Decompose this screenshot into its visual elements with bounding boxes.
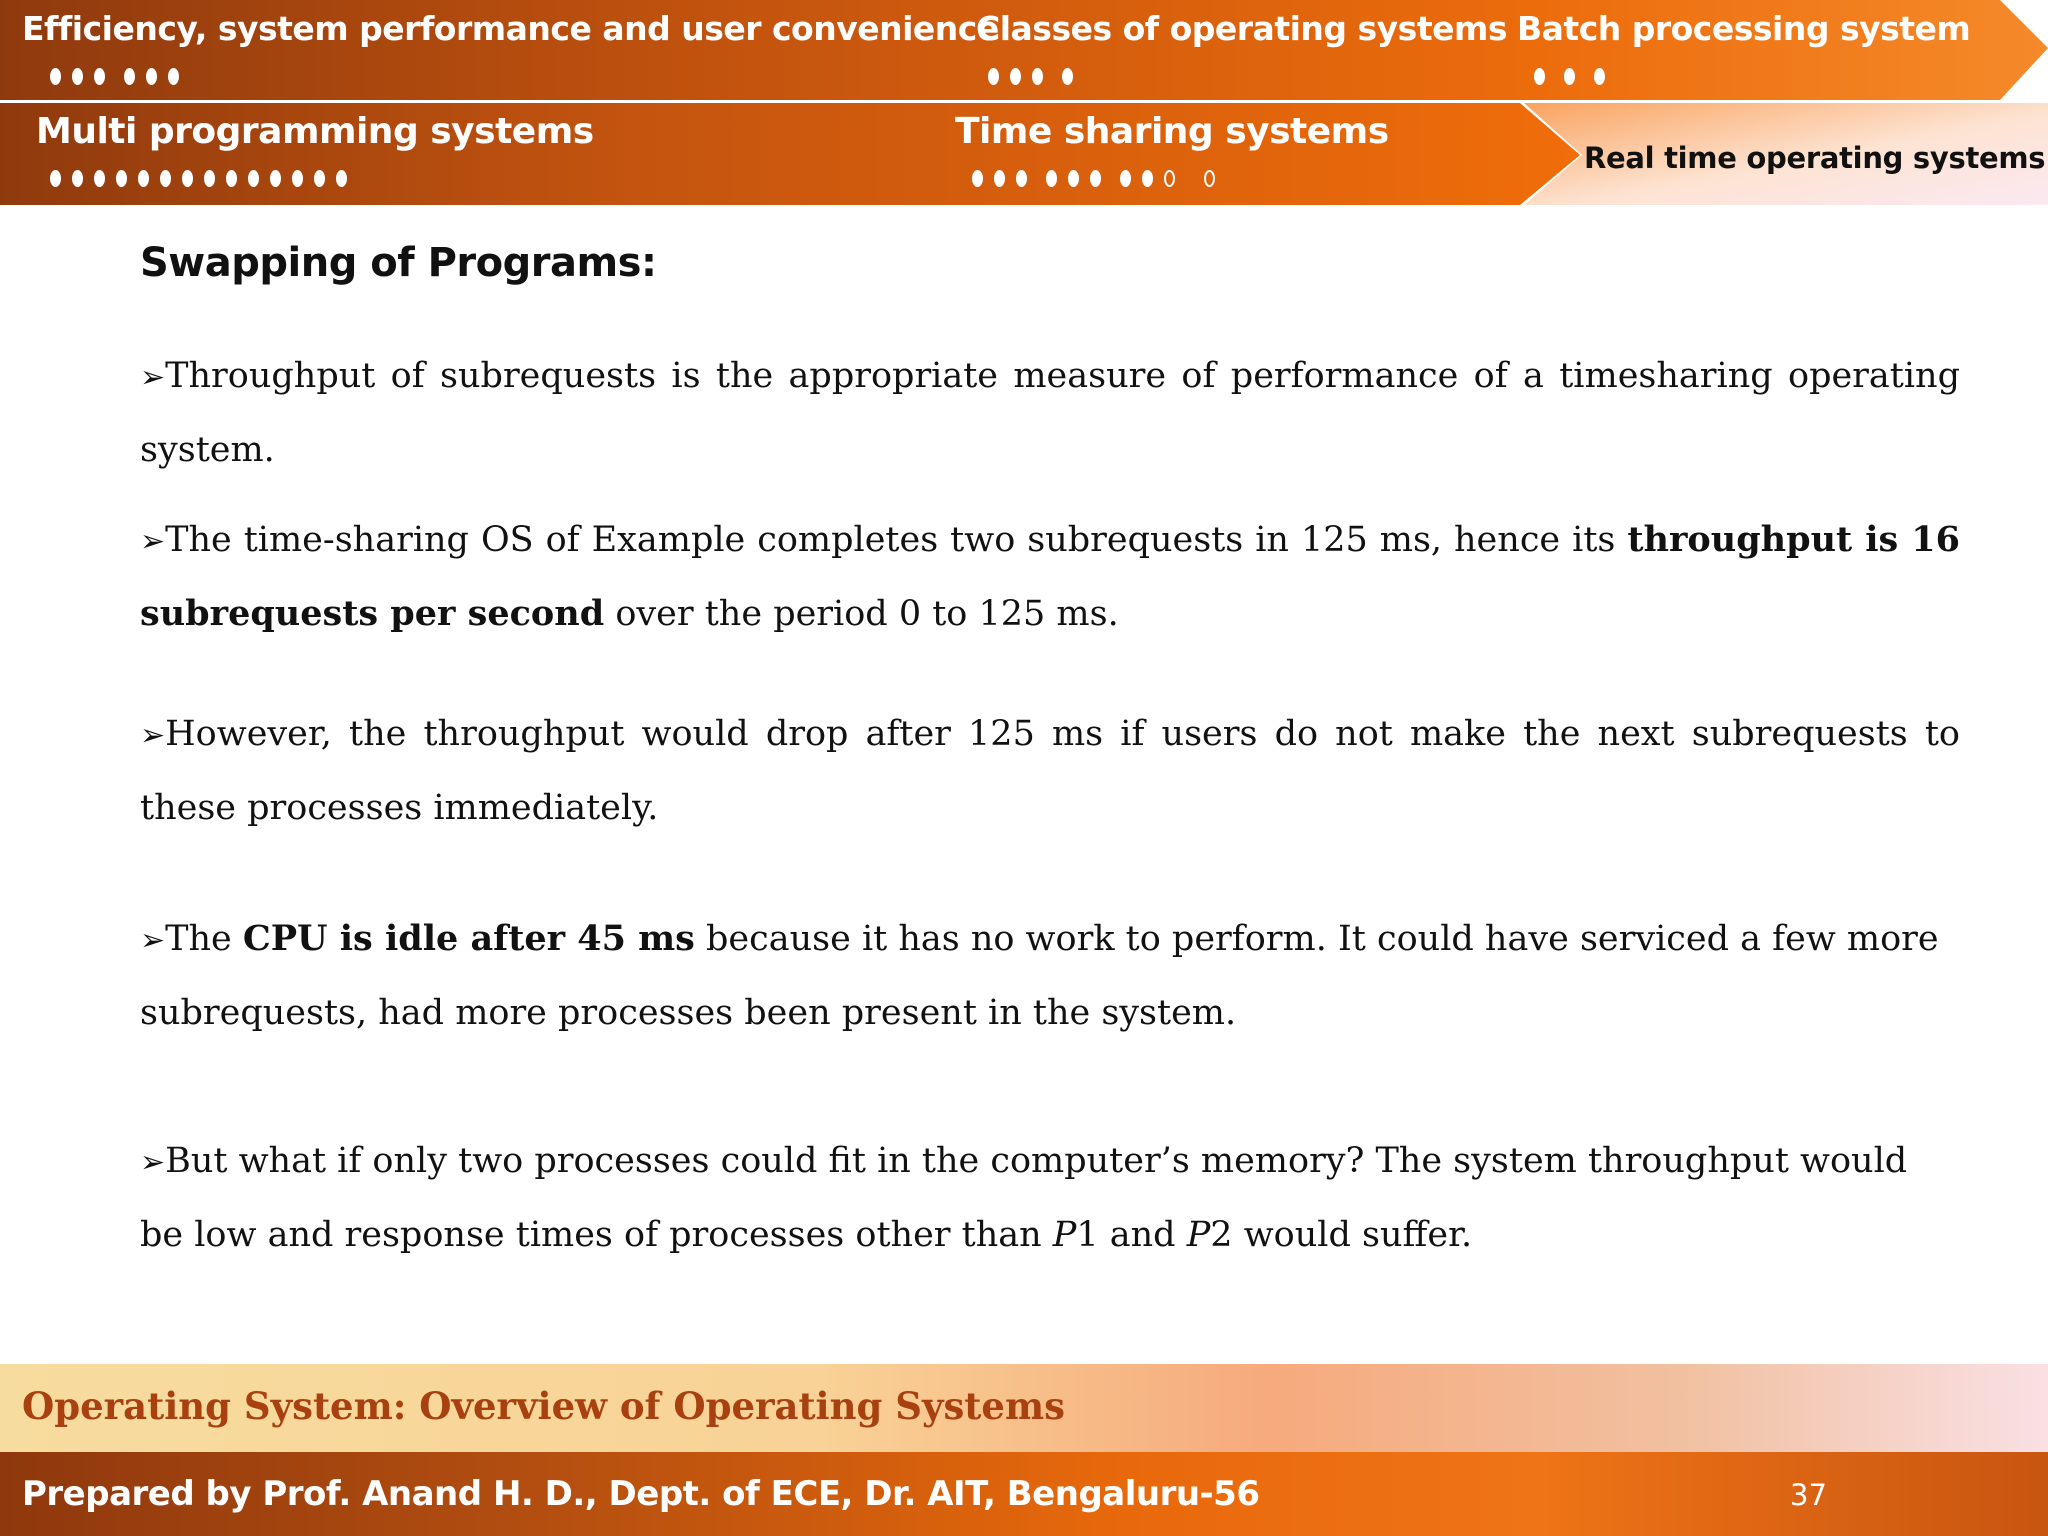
slide-dot[interactable]: [168, 68, 179, 85]
nav-dots-classes: [988, 68, 1073, 85]
slide-dot[interactable]: [124, 68, 135, 85]
emphasis-cpu-idle: CPU is idle after 45 ms: [242, 918, 695, 959]
bullet-throughput-example: ➢The time-sharing OS of Example completes two subrequests in 125 ms, hence its throughput is 16 subrequests per second over the period 0 to 125 ms.: [140, 519, 1960, 634]
slide-dot[interactable]: [1062, 68, 1073, 85]
slide-dot[interactable]: [1016, 170, 1027, 187]
nav-item-real-time-active[interactable]: Real time operating systems: [1584, 141, 2046, 175]
slide-dot[interactable]: [94, 68, 105, 85]
slide-dot[interactable]: [1032, 68, 1043, 85]
author-credit: Prepared by Prof. Anand H. D., Dept. of ECE, Dr. AIT, Bengaluru-56: [22, 1474, 1260, 1514]
bullet-arrow-icon: ➢: [140, 1145, 166, 1180]
slide-dot[interactable]: [94, 170, 105, 187]
nav-dots-multiprogramming: [50, 170, 347, 187]
slide-dot[interactable]: [50, 170, 61, 187]
bullet-arrow-icon: ➢: [140, 524, 166, 559]
slide-dot[interactable]: [994, 170, 1005, 187]
slide-dot[interactable]: [1142, 170, 1153, 187]
nav-dots-batch: [1534, 68, 1605, 85]
nav-dots-time-sharing: [972, 170, 1215, 187]
slide-dot[interactable]: [270, 170, 281, 187]
slide-dot[interactable]: [204, 170, 215, 187]
slide-dot[interactable]: [1594, 68, 1605, 85]
page-number: 37: [1790, 1478, 1827, 1512]
nav-dots-efficiency: [50, 68, 179, 85]
slide-dot[interactable]: [314, 170, 325, 187]
slide-dot[interactable]: [988, 68, 999, 85]
bullet-arrow-icon: ➢: [140, 923, 166, 958]
slide-dot[interactable]: [138, 170, 149, 187]
bullet-two-processes: ➢But what if only two processes could fit in the computer’s memory? The system throughput would be low and response times of processes other than P1 and P2 would suffer.: [140, 1141, 1908, 1255]
slide-dot-hollow[interactable]: [1204, 170, 1215, 187]
current-slide-dot[interactable]: [1164, 170, 1175, 187]
slide-dot[interactable]: [1010, 68, 1021, 85]
bullet-arrow-icon: ➢: [140, 360, 166, 395]
bullet-throughput-drop: ➢However, the throughput would drop after 125 ms if users do not make the next subrequests to these processes immediately.: [140, 714, 1960, 828]
slide-dot[interactable]: [182, 170, 193, 187]
bullet-throughput-measure: ➢Throughput of subrequests is the appropriate measure of performance of a timesharing operating system.: [140, 356, 1960, 470]
slide-dot[interactable]: [1046, 170, 1057, 187]
bullet-cpu-idle: ➢The CPU is idle after 45 ms because it has no work to perform. It could have serviced a few more subrequests, had more processes been present in the system.: [140, 918, 1939, 1033]
slide-dot[interactable]: [1120, 170, 1131, 187]
slide-title: Swapping of Programs:: [140, 240, 657, 286]
nav-item-batch[interactable]: Batch processing system: [1517, 9, 1971, 48]
slide-dot[interactable]: [50, 68, 61, 85]
footer-author-bar: [0, 1452, 2048, 1536]
nav-item-efficiency[interactable]: Efficiency, system performance and user convenience: [22, 9, 999, 48]
slide-dot[interactable]: [72, 170, 83, 187]
slide-dot[interactable]: [972, 170, 983, 187]
slide-dot[interactable]: [160, 170, 171, 187]
slide-dot[interactable]: [248, 170, 259, 187]
slide-dot[interactable]: [1090, 170, 1101, 187]
slide-dot[interactable]: [116, 170, 127, 187]
nav-item-time-sharing[interactable]: Time sharing systems: [955, 111, 1389, 152]
course-title: Operating System: Overview of Operating Systems: [22, 1384, 1065, 1428]
section-navigation-bar: [0, 0, 2048, 205]
bullet-arrow-icon: ➢: [140, 718, 166, 753]
slide-dot[interactable]: [292, 170, 303, 187]
slide-dot[interactable]: [226, 170, 237, 187]
emphasis-throughput: throughput is 16 subrequests per second: [140, 519, 1960, 634]
nav-item-multiprogramming[interactable]: Multi programming systems: [36, 111, 594, 152]
slide-dot[interactable]: [336, 170, 347, 187]
slide-dot[interactable]: [1564, 68, 1575, 85]
nav-item-classes[interactable]: Classes of operating systems: [976, 9, 1507, 48]
footer-course-bar: [0, 1364, 2048, 1452]
slide-dot[interactable]: [146, 68, 157, 85]
slide-dot[interactable]: [1534, 68, 1545, 85]
slide-dot[interactable]: [1068, 170, 1079, 187]
slide-dot[interactable]: [72, 68, 83, 85]
